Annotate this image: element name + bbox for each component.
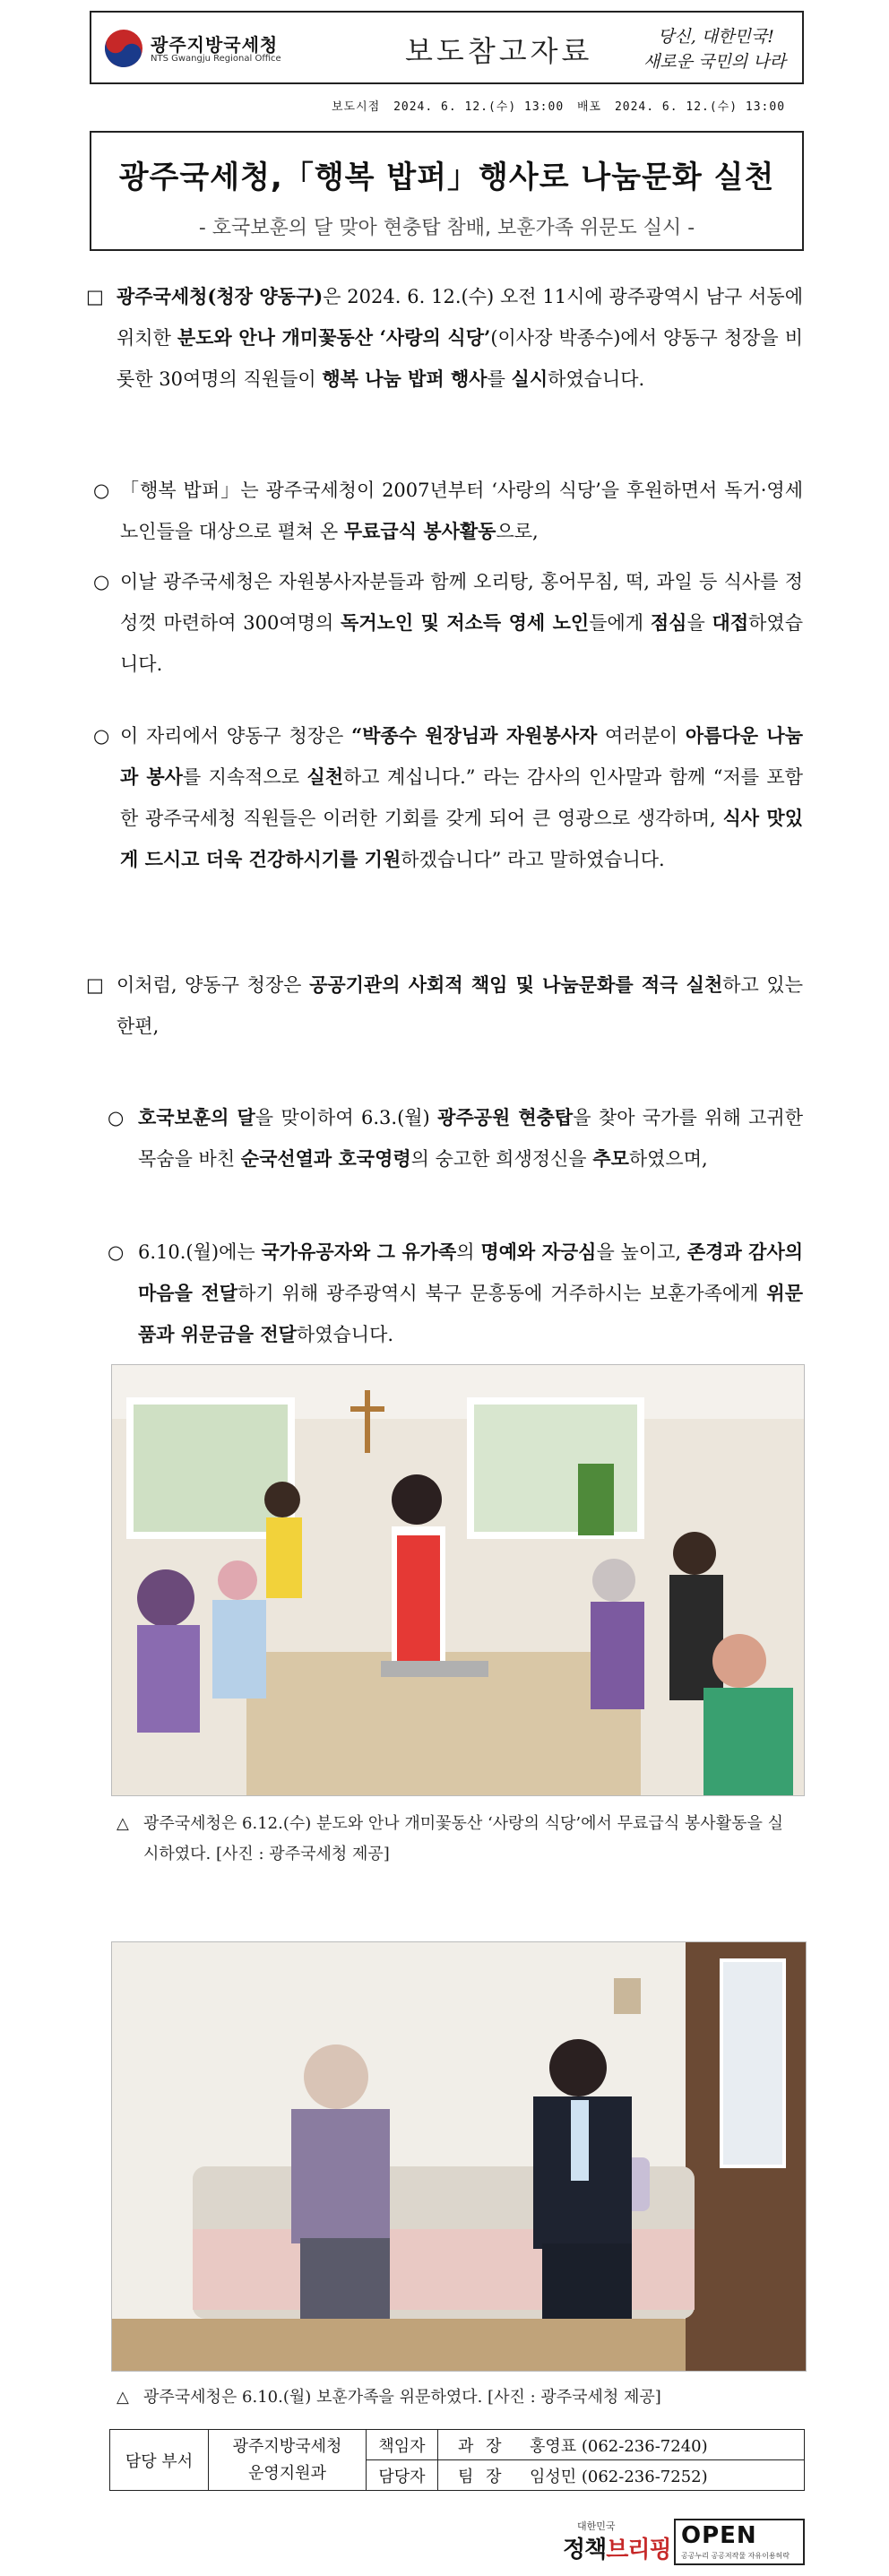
p7-bold-f: 존경과 감사의 마음을 전달 <box>138 1240 804 1304</box>
photo1-caption <box>117 1809 798 1870</box>
p1-text-b: 은 2024. 6. 12.(수) 오전 11시에 광주광역시 남구 서동에 위치한 <box>117 286 804 349</box>
p7-text-e: 을 높이고, <box>596 1241 687 1263</box>
dept-label: 담당 부서 <box>110 2430 209 2491</box>
p2-text-c: 으로, <box>496 521 539 542</box>
p7-bold-h: 위문품과 위문금을 전달 <box>138 1282 803 1345</box>
photo-veteran-visit <box>111 1941 807 2372</box>
paragraph-6 <box>108 1097 803 1180</box>
p1-text-f: 를 <box>487 368 512 390</box>
person-staff-info: 임성민 (062-236-7252) <box>530 2467 708 2486</box>
circle-bullet: ○ <box>108 1241 125 1263</box>
policy-briefing-logo <box>563 2519 670 2565</box>
release-label-1: 보도시점 <box>332 100 381 114</box>
p3-bold-f: 대접 <box>712 611 749 634</box>
p7-bold-d: 명예와 자긍심 <box>480 1240 597 1263</box>
p4-text-c: 여러분이 <box>597 725 686 747</box>
policy-briefing-small: 대한민국 <box>577 2520 616 2532</box>
p4-bold-f: 실천 <box>306 765 344 788</box>
p6-bold-e: 순국선열과 호국영령 <box>240 1147 411 1170</box>
p4-text-e: 를 지속적으로 <box>182 766 307 788</box>
photo-meal-service <box>111 1364 805 1796</box>
square-bullet: □ <box>86 974 104 996</box>
paragraph-3 <box>93 561 803 685</box>
p6-bold-g: 추모 <box>592 1147 629 1170</box>
release-label-2: 배포 <box>576 100 602 114</box>
policy-briefing-main <box>563 2531 671 2564</box>
p7-text-i: 하였습니다. <box>296 1324 394 1345</box>
p7-text-a: 6.10.(월)에는 <box>138 1241 262 1263</box>
role-staff: 담당자 <box>367 2460 438 2491</box>
paragraph-5 <box>86 964 803 1047</box>
kogl-open-main: OPEN <box>681 2522 757 2549</box>
p3-text-a: 이날 광주국세청은 자원봉사자분들과 함께 오리탕, 홍어무침, 떡, 과일 등 식사를 정성껏 마련하여 300여명의 <box>120 571 803 634</box>
document-type-title: 보도참고자료 <box>405 34 593 68</box>
policy-briefing-main-b: 브리핑 <box>606 2537 671 2563</box>
position-team-lead: 팀 장 <box>458 2467 505 2486</box>
square-bullet: □ <box>86 286 104 307</box>
office-line1: 광주지방국세청 <box>232 2436 342 2456</box>
office-cell <box>209 2430 367 2491</box>
person-staff <box>438 2460 805 2491</box>
triangle-bullet: △ <box>117 2388 129 2407</box>
release-value-1: 2024. 6. 12.(수) 13:00 <box>393 100 565 114</box>
circle-bullet: ○ <box>93 725 110 747</box>
p1-bold-g: 실시 <box>511 367 548 390</box>
p5-text-c: 하고 있는 한편, <box>117 974 803 1037</box>
p1-bold-a: 광주국세청(청장 양동구) <box>117 285 324 307</box>
position-head: 과 장 <box>458 2436 505 2456</box>
person-responsible <box>438 2430 805 2460</box>
paragraph-4 <box>93 715 803 880</box>
main-title: 광주국세청,「행복 밥퍼」행사로 나눔문화 실천 <box>118 160 775 195</box>
p7-text-c: 의 <box>456 1241 481 1263</box>
p7-text-g: 하기 위해 광주광역시 북구 문흥동에 거주하시는 보훈가족에게 <box>237 1283 767 1304</box>
contact-table <box>109 2429 805 2491</box>
org-name-english: NTS Gwangju Regional Office <box>151 54 281 64</box>
p7-bold-b: 국가유공자와 그 유가족 <box>261 1240 457 1263</box>
paragraph-1 <box>86 276 803 400</box>
p6-text-b: 을 맞이하여 6.3.(월) <box>255 1107 438 1128</box>
p6-bold-a: 호국보훈의 달 <box>138 1106 255 1128</box>
taegeuk-emblem-icon <box>104 29 143 68</box>
circle-bullet: ○ <box>93 480 110 501</box>
p1-text-h: 하였습니다. <box>548 368 645 390</box>
triangle-bullet: △ <box>117 1814 129 1833</box>
p2-text-a: 「행복 밥퍼」는 광주국세청이 2007년부터 ‘사랑의 식당’을 후원하면서 독거·영세노인들을 대상으로 펼쳐 온 <box>120 480 803 542</box>
photo2-caption-text: 광주국세청은 6.10.(월) 보훈가족을 위문하였다. [사진 : 광주국세청 제공] <box>143 2388 661 2407</box>
org-logo <box>104 25 292 72</box>
role-responsible: 책임자 <box>367 2430 438 2460</box>
photo1-caption-text: 광주국세청은 6.12.(수) 분도와 안나 개미꽃동산 ‘사랑의 식당’에서 무료급식 봉사활동을 실시하였다. [사진 : 광주국세청 제공] <box>143 1814 783 1863</box>
p3-text-g: 하였습니다. <box>120 612 803 675</box>
p4-bold-b: “박종수 원장님과 자원봉사자 <box>351 724 598 747</box>
p4-bold-h: 식사 맛있게 드시고 더욱 건강하시기를 기원 <box>120 807 803 870</box>
p4-text-i: 하겠습니다” 라고 말하였습니다. <box>401 849 665 870</box>
kogl-open-logo <box>674 2519 805 2565</box>
p3-bold-b: 독거노인 및 저소득 영세 노인 <box>341 611 590 634</box>
p4-bold-d: 아름다운 나눔과 봉사 <box>120 724 804 788</box>
photo2-caption <box>117 2382 798 2413</box>
p6-bold-c: 광주공원 현충탑 <box>437 1106 574 1128</box>
p4-text-g: 하고 계십니다.” 라는 감사의 인사말과 함께 “저를 포함한 광주국세청 직원들은 이러한 기회를 갖게 되어 큰 영광으로 생각하며, <box>120 766 803 829</box>
release-info <box>332 97 790 114</box>
title-box <box>90 131 804 251</box>
contact-row-1 <box>110 2430 805 2460</box>
p5-bold-b: 공공기관의 사회적 책임 및 나눔문화를 적극 실천 <box>309 973 723 996</box>
p3-text-c: 들에게 <box>589 612 651 634</box>
p1-text-d: (이사장 박종수)에서 양동구 청장을 비롯한 30여명의 직원들이 <box>117 327 803 390</box>
slogan-line2: 새로운 국민의 나라 <box>643 52 786 72</box>
veteran-visit-illustration <box>112 1942 807 2372</box>
kogl-open-sub: 공공누리 공공저작물 자유이용허락 <box>681 2552 790 2560</box>
office-line2: 운영지원과 <box>248 2463 326 2483</box>
p6-text-f: 의 숭고한 희생정신을 <box>410 1148 593 1170</box>
policy-briefing-main-a: 정책 <box>563 2537 607 2563</box>
org-name: 광주지방국세청 <box>151 34 279 56</box>
circle-bullet: ○ <box>93 571 110 592</box>
p3-bold-d: 점심 <box>650 611 687 634</box>
p4-text-a: 이 자리에서 양동구 청장은 <box>120 725 352 747</box>
paragraph-7 <box>108 1232 803 1355</box>
p3-text-e: 을 <box>686 612 712 634</box>
p6-text-h: 하였으며, <box>628 1148 708 1170</box>
person-responsible-info: 홍영표 (062-236-7240) <box>530 2436 708 2456</box>
p5-text-a: 이처럼, 양동구 청장은 <box>117 974 310 996</box>
p1-bold-c: 분도와 안나 개미꽃동산 ‘사랑의 식당’ <box>177 326 491 349</box>
sub-title: - 호국보훈의 달 맞아 현충탑 참배, 보훈가족 위문도 실시 - <box>198 217 695 239</box>
meal-service-illustration <box>112 1365 805 1796</box>
slogan <box>627 23 789 73</box>
header-banner <box>90 11 804 84</box>
paragraph-2 <box>93 470 803 552</box>
circle-bullet: ○ <box>108 1107 125 1128</box>
p2-bold-b: 무료급식 봉사활동 <box>343 520 496 542</box>
slogan-line1: 당신, 대한민국! <box>658 27 774 47</box>
p1-bold-e: 행복 나눔 밥퍼 행사 <box>322 367 488 390</box>
release-value-2: 2024. 6. 12.(수) 13:00 <box>614 100 786 114</box>
p6-text-d: 을 찾아 국가를 위해 고귀한 목숨을 바친 <box>138 1107 803 1170</box>
